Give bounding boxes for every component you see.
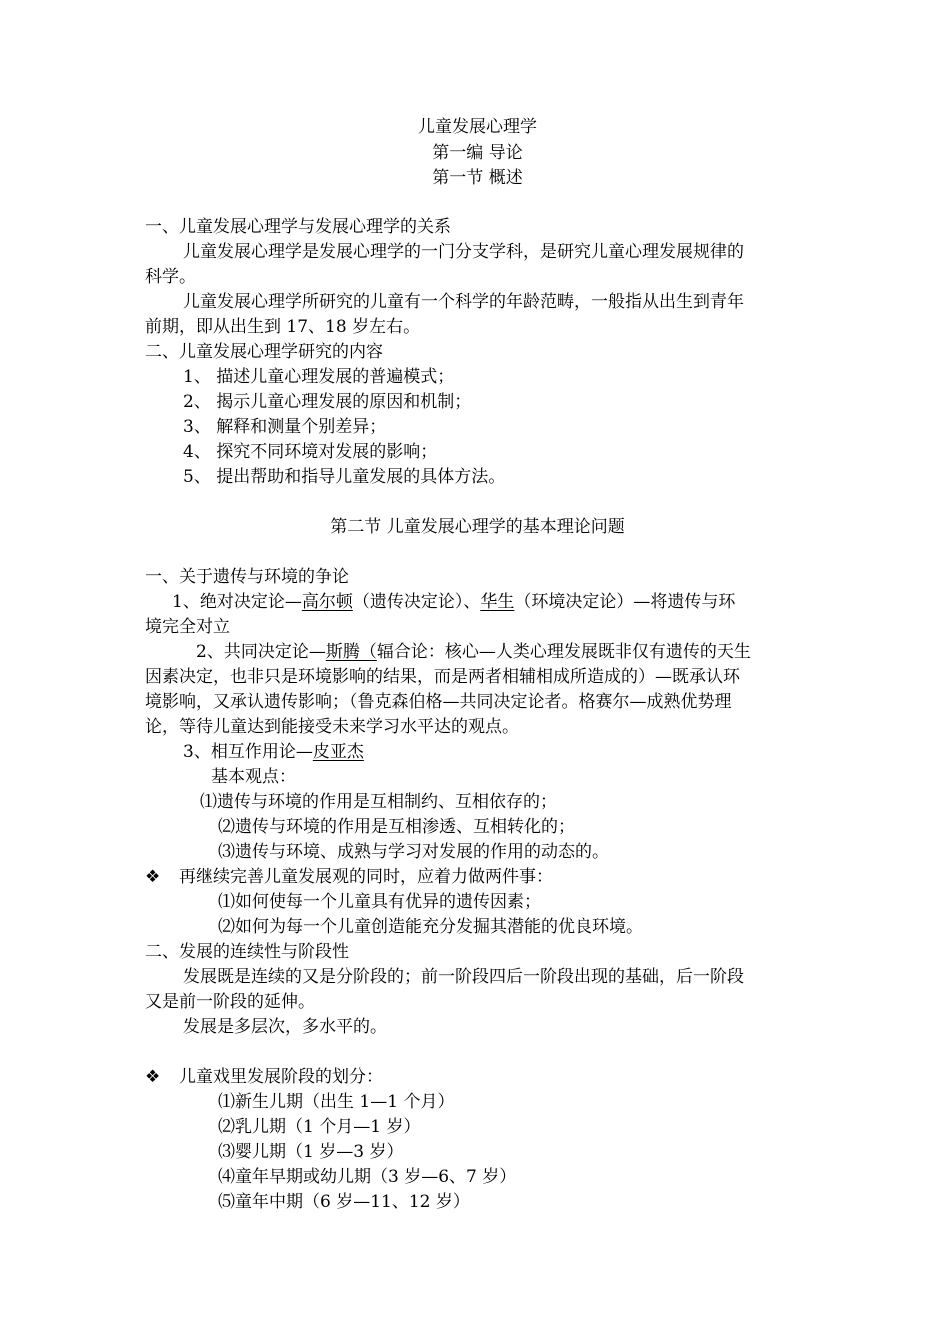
theory-2-line-2: 因素决定，也非只是环境影响的结果，而是两者相辅相成所造成的）—既承认环 [145, 667, 740, 687]
bullet-tasks-text: 再继续完善儿童发展观的同时，应着力做两件事： [179, 867, 553, 887]
stage-item: ⑴新生儿期（出生 1—1 个月） [218, 1092, 455, 1112]
stage-item: ⑸童年中期（6 岁—11、12 岁） [218, 1192, 470, 1212]
theory-1-prefix: 1、绝对决定论— [172, 592, 302, 612]
bullet-tasks [145, 865, 810, 889]
task-item: ⑵如何为每一个儿童创造能充分发掘其潜能的优良环境。 [218, 917, 643, 937]
basic-views-label: 基本观点： [211, 767, 296, 787]
s1-paragraph-1-cont: 科学。 [145, 267, 196, 287]
s1-paragraph-1: 儿童发展心理学是发展心理学的一门分支学科，是研究儿童心理发展规律的 [183, 242, 744, 262]
theory-3 [183, 740, 810, 764]
theory-1 [172, 590, 810, 614]
content-item: 5、 提出帮助和指导儿童发展的具体方法。 [183, 467, 506, 487]
theory-2 [196, 640, 810, 664]
stage-item: ⑷童年早期或幼儿期（3 岁—6、7 岁） [218, 1167, 517, 1187]
diamond-bullet-icon: ❖ [145, 867, 161, 887]
theory-2-line-3: 境影响，又承认遗传影响；（鲁克森伯格—共同决定论者。格赛尔—成熟优势理 [145, 692, 732, 712]
theory-1-mid: （遗传决定论）、 [352, 592, 481, 612]
content-item: 1、 描述儿童心理发展的普遍模式； [183, 367, 455, 387]
s1-paragraph-2: 儿童发展心理学所研究的儿童有一个科学的年龄范畴，一般指从出生到青年 [183, 292, 744, 312]
theory-1-post: （环境决定论）—将遗传与环 [514, 592, 736, 612]
name-galton: 高尔顿 [301, 592, 353, 612]
s1-heading-1: 一、儿童发展心理学与发展心理学的关系 [145, 217, 451, 237]
theory-2-prefix: 2、共同决定论— [196, 642, 326, 662]
task-item: ⑴如何使每一个儿童具有优异的遗传因素； [218, 892, 541, 912]
section1-title: 第一节 概述 [432, 168, 523, 188]
name-watson: 华生 [480, 592, 515, 612]
part-title: 第一编 导论 [432, 143, 523, 163]
multilevel-paragraph: 发展是多层次，多水平的。 [183, 1017, 387, 1037]
stage-item: ⑶婴儿期（1 岁—3 岁） [218, 1142, 404, 1162]
s2-heading-1: 一、关于遗传与环境的争论 [145, 567, 349, 587]
bullet-stages [145, 1065, 810, 1089]
continuity-paragraph: 发展既是连续的又是分阶段的；前一阶段四后一阶段出现的基础，后一阶段 [183, 967, 744, 987]
name-stern: 斯腾（ [325, 642, 377, 662]
stage-item: ⑵乳儿期（1 个月—1 岁） [218, 1117, 421, 1137]
diamond-bullet-icon: ❖ [145, 1067, 161, 1087]
content-item: 3、 解释和测量个别差异； [183, 417, 387, 437]
theory-2-post: 辐合论：核心—人类心理发展既非仅有遗传的天生 [376, 642, 751, 662]
basic-view-point: ⑵遗传与环境的作用是互相渗透、互相转化的； [218, 817, 575, 837]
content-item: 2、 揭示儿童心理发展的原因和机制； [183, 392, 472, 412]
s2-heading-2: 二、发展的连续性与阶段性 [145, 942, 349, 962]
s1-paragraph-2-cont: 前期，即从出生到 17、18 岁左右。 [145, 317, 421, 337]
name-piaget: 皮亚杰 [312, 742, 364, 762]
section2-title: 第二节 儿童发展心理学的基本理论问题 [330, 517, 625, 537]
document-title: 儿童发展心理学 [418, 117, 537, 137]
theory-2-line-4: 论，等待儿童达到能接受未来学习水平达的观点。 [145, 717, 519, 737]
theory-3-prefix: 3、相互作用论— [183, 742, 313, 762]
content-item: 4、 探究不同环境对发展的影响； [183, 442, 438, 462]
bullet-stages-text: 儿童戏里发展阶段的划分： [179, 1067, 383, 1087]
basic-view-point: ⑴遗传与环境的作用是互相制约、互相依存的； [200, 792, 557, 812]
theory-1-cont: 境完全对立 [145, 617, 230, 637]
basic-view-point: ⑶遗传与环境、成熟与学习对发展的作用的动态的。 [218, 842, 609, 862]
s1-heading-2: 二、儿童发展心理学研究的内容 [145, 342, 383, 362]
continuity-paragraph-cont: 又是前一阶段的延伸。 [145, 992, 315, 1012]
